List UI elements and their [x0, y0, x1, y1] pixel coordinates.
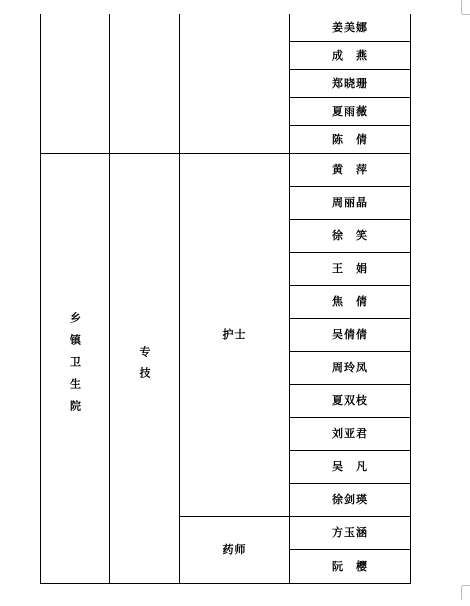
name-cell: 方玉涵	[290, 516, 411, 549]
name-cell: 吴 凡	[290, 450, 411, 483]
category-cell	[110, 153, 180, 583]
category-label: 专技	[138, 345, 151, 388]
name-cell: 焦 倩	[290, 285, 411, 318]
name-cell: 刘亚君	[290, 417, 411, 450]
page-edge-mark-top	[461, 0, 462, 14]
name-cell: 成 燕	[290, 41, 411, 69]
pharmacist-position-cell	[180, 516, 290, 583]
pharmacist-label: 药师	[222, 543, 247, 556]
name-cell: 黄 萍	[290, 153, 411, 186]
name-cell: 陈 倩	[290, 125, 411, 153]
category-cell-continued	[110, 14, 180, 153]
institution-cell	[41, 153, 110, 583]
name-cell: 王 娟	[290, 252, 411, 285]
page-edge-mark-bottom	[461, 586, 462, 600]
staff-roster-table	[40, 14, 411, 584]
nurse-position-cell	[180, 153, 290, 516]
name-cell: 周玲凤	[290, 351, 411, 384]
nurse-label: 护士	[222, 328, 247, 341]
page-edge-mark-bottom-horizontal	[462, 585, 470, 586]
name-cell: 周丽晶	[290, 186, 411, 219]
name-cell: 郑晓珊	[290, 69, 411, 97]
table-row	[41, 14, 411, 41]
page-edge-mark-top-horizontal	[462, 14, 470, 15]
position-cell-continued	[180, 14, 290, 153]
institution-cell-continued	[41, 14, 110, 153]
name-cell: 阮 樱	[290, 549, 411, 583]
name-cell: 夏雨薇	[290, 97, 411, 125]
institution-label: 乡镇卫生院	[68, 311, 82, 422]
name-cell: 徐剑瑛	[290, 483, 411, 516]
table-row	[41, 153, 411, 186]
name-cell: 徐 笑	[290, 219, 411, 252]
name-cell: 夏双枝	[290, 384, 411, 417]
name-cell: 吴倩倩	[290, 318, 411, 351]
name-cell: 姜美娜	[290, 14, 411, 41]
